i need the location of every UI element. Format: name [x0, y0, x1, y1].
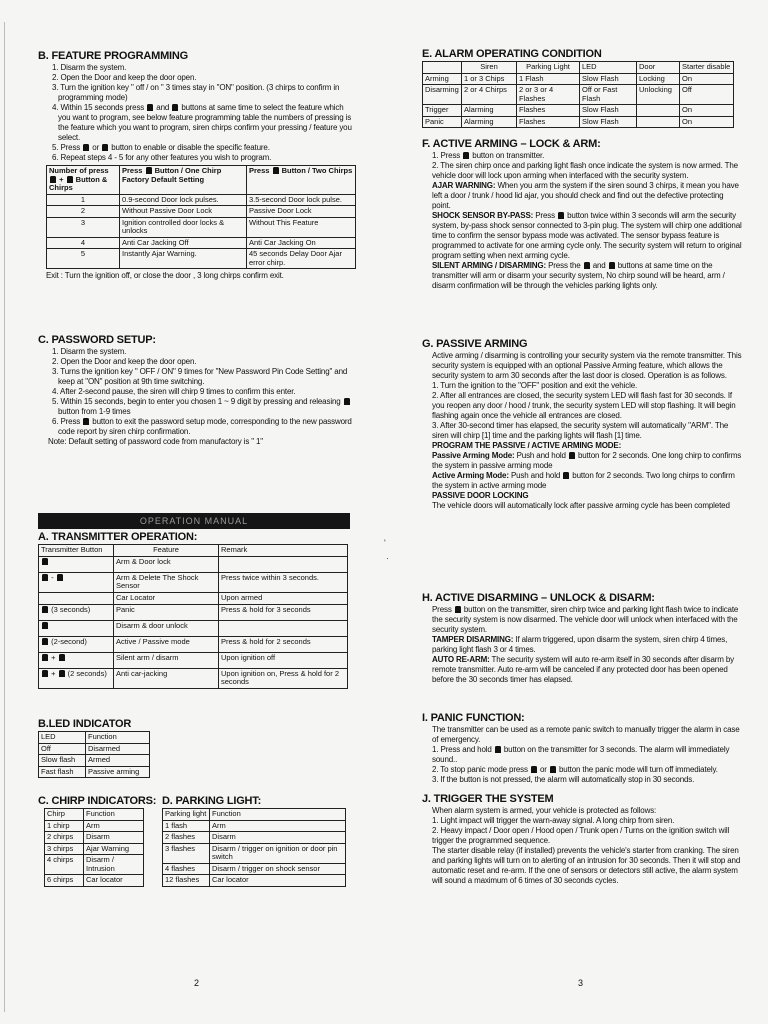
table-cell: Function — [86, 732, 150, 744]
table-cell: Arm — [210, 820, 346, 832]
table-cell: - — [39, 572, 114, 592]
password-steps — [38, 347, 356, 437]
password-note: Note: Default setting of password code from manufactory is " 1" — [48, 437, 263, 446]
list-item: 6. Repeat steps 4 - 5 for any other features you wish to program. — [52, 153, 272, 162]
center-mark: · — [386, 553, 389, 563]
table-row — [47, 249, 356, 269]
table-cell: + (2 seconds) — [39, 668, 114, 688]
table-cell: 4 flashes — [163, 863, 210, 875]
unlock-icon — [563, 472, 569, 479]
table-cell: (2-second) — [39, 636, 114, 652]
table-cell: 0.9-second Door lock pulses. — [120, 194, 247, 206]
feature-steps — [38, 63, 356, 163]
table-cell: 3 chirps — [45, 843, 84, 855]
table-cell: Trigger — [423, 105, 462, 117]
table-cell: Disarm — [84, 832, 144, 844]
table-cell: Without Passive Door Lock — [120, 206, 247, 218]
table-cell: Panic — [423, 116, 462, 128]
led-table — [38, 731, 150, 778]
table-cell: 12 flashes — [163, 875, 210, 887]
unlock-icon — [67, 176, 73, 183]
section-title: E. ALARM OPERATING CONDITION — [422, 48, 602, 60]
table-cell: Passive Door Lock — [247, 206, 356, 218]
table-row — [39, 743, 150, 755]
table-cell: 2 flashes — [163, 832, 210, 844]
table-cell: 2 — [47, 206, 120, 218]
section-title: H. ACTIVE DISARMING – UNLOCK & DISARM: — [422, 592, 655, 604]
table-cell: Instantly Ajar Warning. — [120, 249, 247, 269]
unlock-icon — [609, 262, 615, 269]
table-header: LED — [580, 62, 637, 74]
list-item: 4. Within 15 seconds press and buttons at same time to select the feature which you want to program, see below feature programming table the numbers of pressing is the feature which you want to program, siren chirps confirm your pressing / feature you select. — [52, 103, 352, 142]
paragraph: Push and hold button for 2 seconds. One long chirp to confirms the system in passive arming mode — [432, 451, 742, 470]
paragraph: When alarm system is armed, your vehicle is protected as follows: — [432, 806, 657, 815]
table-row — [45, 809, 144, 821]
table-cell: Slow Flash — [580, 73, 637, 85]
table-cell: 6 chirps — [45, 875, 84, 887]
lock-icon — [57, 574, 63, 581]
transmitter-section — [38, 531, 356, 689]
table-row — [45, 875, 144, 887]
table-cell: Car Locator — [114, 592, 219, 604]
list-item: 1. Disarm the system. — [52, 63, 127, 72]
subheading: PROGRAM THE PASSIVE / ACTIVE ARMING MODE: — [432, 441, 622, 450]
parking-light-section — [162, 795, 358, 887]
section-title: B. FEATURE PROGRAMMING — [38, 50, 189, 62]
lock-icon — [50, 176, 56, 183]
label: AJAR WARNING: — [432, 181, 496, 190]
table-row — [39, 556, 348, 572]
table-cell — [39, 620, 114, 636]
section-title: G. PASSIVE ARMING — [422, 338, 528, 350]
table-row — [47, 217, 356, 237]
table-cell — [637, 116, 680, 128]
paragraph: 1. Press and hold button on the transmitter for 3 seconds. The alarm will immediately sound.. — [432, 745, 730, 764]
paragraph: 2. To stop panic mode press or button the panic mode will turn off immediately. — [432, 765, 718, 774]
table-row — [163, 809, 346, 821]
table-row — [39, 732, 150, 744]
section-title: C. CHIRP INDICATORS: — [38, 795, 157, 807]
led-section — [38, 718, 168, 778]
table-row — [45, 855, 144, 875]
paragraph: 1. Turn the ignition to the "OFF" position and exit the vehicle. — [432, 381, 638, 390]
feature-table — [46, 165, 356, 269]
lock-icon — [558, 212, 564, 219]
paragraph: Active arming / disarming is controlling your security system via the remote transmitter. This security system is equipped with an optional Passive Arming feature, which allows the security system to arm 30 seconds after the last door is closed. Operation is as follows. — [432, 351, 742, 380]
table-row — [163, 875, 346, 887]
feature-programming-section — [38, 50, 356, 281]
table-cell: On — [680, 116, 734, 128]
table-row — [163, 843, 346, 863]
unlock-icon — [59, 654, 65, 661]
table-cell: 1 — [47, 194, 120, 206]
table-cell: Arm & Delete The Shock Sensor — [114, 572, 219, 592]
table-cell: Arm & Door lock — [114, 556, 219, 572]
table-header: Remark — [219, 545, 348, 557]
table-cell: Press & hold for 3 seconds — [219, 604, 348, 620]
paragraph: 2. The siren chirp once and parking light flash once indicate the system is now armed. The vehicle door will lock upon arming when interfaced with the security system. — [432, 161, 738, 180]
table-cell: Chirp — [45, 809, 84, 821]
table-cell: Slow flash — [39, 755, 86, 767]
section-title: D. PARKING LIGHT: — [162, 795, 262, 807]
table-cell: Active / Passive mode — [114, 636, 219, 652]
table-cell: 2 or 4 Chirps — [462, 85, 517, 105]
table-row — [423, 105, 734, 117]
paragraph: 2. Heavy impact / Door open / Hood open / Trunk open / Turns on the ignition switch will trigger the programmed sequence. — [432, 826, 730, 845]
table-cell: Without This Feature — [247, 217, 356, 237]
password-section — [38, 334, 356, 447]
exit-note: Exit : Turn the ignition off, or close the door , 3 long chirps confirm exit. — [46, 271, 284, 280]
table-cell: Disarm / trigger on ignition or door pin switch — [210, 843, 346, 863]
lock-icon — [42, 654, 48, 661]
table-cell: Off or Fast Flash — [580, 85, 637, 105]
table-cell: On — [680, 105, 734, 117]
table-cell: Armed — [86, 755, 150, 767]
lock-icon — [146, 167, 152, 174]
label: Active Arming Mode: — [432, 471, 509, 480]
table-cell: Flashes — [517, 105, 580, 117]
table-cell: Parking light — [163, 809, 210, 821]
table-header — [423, 62, 462, 74]
label: AUTO RE-ARM: — [432, 655, 490, 664]
table-row — [39, 592, 348, 604]
table-cell — [219, 556, 348, 572]
paragraph: The starter disable relay (if installed) prevents the vehicle's starter from cranking. The siren and parking lights will turn on to alerting of an intrusion for 30 seconds. Then it will stop and automatic reset and re-arm. If the one of sensors or detectors still active, the alarm system will sound a maximum of 6 times of 30 seconds cycles. — [432, 846, 741, 885]
paragraph: When you arm the system if the siren sound 3 chirps, it mean you have left a door / trunk / hood lid ajar, you should check and find out the defective protecting point. — [432, 181, 739, 210]
trigger-section — [422, 793, 742, 886]
table-cell: LED — [39, 732, 86, 744]
paragraph: 2. After all entrances are closed, the security system LED will flash fast for 30 seconds. If you reopen any door / hood / trunk, the security system LED will stop flashing. It will begin flashing again once the vehicle all entrances are closed. — [432, 391, 736, 420]
unlock-icon — [42, 622, 48, 629]
unlock-icon — [102, 144, 108, 151]
unlock-icon — [172, 104, 178, 111]
table-cell: Anti Car Jacking On — [247, 237, 356, 249]
table-cell: Upon ignition on, Press & hold for 2 seconds — [219, 668, 348, 688]
table-row — [39, 636, 348, 652]
table-cell: Anti Car Jacking Off — [120, 237, 247, 249]
table-header: Number of press + Button & Chirps — [47, 166, 120, 195]
lock-icon — [42, 558, 48, 565]
list-item: 3. Turns the ignition key " OFF / ON" 9 times for "New Password Pin Code Setting" and keep at "ON" position at 9th time switching. — [52, 367, 348, 386]
table-cell: Flashes — [517, 116, 580, 128]
table-cell: Off — [39, 743, 86, 755]
paragraph: The security system will auto re-arm itself in 30 seconds after disarm by remote transmitter. Auto re-arm will be canceled if any protected door has been opened before the 30 seconds timer has elapsed. — [432, 655, 735, 684]
table-cell: 1 or 3 Chips — [462, 73, 517, 85]
table-row — [163, 863, 346, 875]
table-cell: On — [680, 73, 734, 85]
table-row — [45, 832, 144, 844]
page-number: 2 — [194, 978, 200, 988]
table-cell: 2 chirps — [45, 832, 84, 844]
table-row — [423, 73, 734, 85]
table-cell: 4 chirps — [45, 855, 84, 875]
table-cell — [39, 556, 114, 572]
unlock-icon — [273, 167, 279, 174]
table-cell: Fast flash — [39, 766, 86, 778]
table-cell — [39, 592, 114, 604]
table-row — [39, 620, 348, 636]
table-row — [45, 820, 144, 832]
lock-icon — [531, 766, 537, 773]
active-arming-section — [422, 138, 742, 291]
paragraph: Press button on the transmitter, siren chirp twice and parking light flash twice to indicate the security system is now disarmed. The vehicle door will unlock when interfaced with the security system. — [432, 605, 739, 634]
lock-icon — [584, 262, 590, 269]
table-cell: Alarming — [462, 116, 517, 128]
table-header: Press Button / One Chirp Factory Default Setting — [120, 166, 247, 195]
table-row — [39, 604, 348, 620]
paragraph: If alarm triggered, upon disarm the system, siren chirp 4 times, parking light flash 3 or 4 times. — [432, 635, 728, 654]
table-cell: Off — [680, 85, 734, 105]
table-cell: Anti car-jacking — [114, 668, 219, 688]
table-row — [423, 85, 734, 105]
table-row — [163, 820, 346, 832]
lock-icon — [495, 746, 501, 753]
table-cell: 45 seconds Delay Door Ajar error chirp. — [247, 249, 356, 269]
section-title: B.LED INDICATOR — [38, 718, 132, 730]
section-title: J. TRIGGER THE SYSTEM — [422, 793, 554, 805]
transmitter-table — [38, 544, 348, 689]
table-cell: Silent arm / disarm — [114, 652, 219, 668]
unlock-icon — [569, 452, 575, 459]
table-header: Transmitter Button — [39, 545, 114, 557]
table-cell: Car locator — [210, 875, 346, 887]
list-item: 3. Turn the ignition key " off / on " 3 times stay in "ON" position. (3 chirps to confirm in programming mode) — [52, 83, 340, 102]
table-cell: Unlocking — [637, 85, 680, 105]
table-cell: Slow Flash — [580, 116, 637, 128]
table-cell: 4 — [47, 237, 120, 249]
table-cell: 3 flashes — [163, 843, 210, 863]
table-cell: Press & hold for 2 seconds — [219, 636, 348, 652]
table-cell: + — [39, 652, 114, 668]
list-item: 2. Open the Door and keep the door open. — [52, 73, 197, 82]
list-item: 5. Press or button to enable or disable the specific feature. — [52, 143, 270, 152]
section-title: F. ACTIVE ARMING – LOCK & ARM: — [422, 138, 601, 150]
list-item: 5. Within 15 seconds, begin to enter you chosen 1 ~ 9 digit by pressing and releasing button from 1-9 times — [48, 397, 356, 417]
table-cell: Passive arming — [86, 766, 150, 778]
subheading: PASSIVE DOOR LOCKING — [432, 491, 529, 500]
table-cell: 1 flash — [163, 820, 210, 832]
operation-manual-bar: OPERATION MANUAL — [38, 513, 350, 529]
table-header: Parking Light — [517, 62, 580, 74]
table-row — [47, 194, 356, 206]
unlock-icon — [42, 638, 48, 645]
lock-icon — [83, 144, 89, 151]
table-cell: Locking — [637, 73, 680, 85]
table-row — [39, 652, 348, 668]
table-cell: Upon armed — [219, 592, 348, 604]
table-cell: 2 or 3 or 4 Flashes — [517, 85, 580, 105]
lock-icon — [42, 574, 48, 581]
section-title: I. PANIC FUNCTION: — [422, 712, 525, 724]
paragraph: The transmitter can be used as a remote panic switch to manually trigger the alarm in case of emergency. — [432, 725, 740, 744]
unlock-icon — [455, 606, 461, 613]
list-item: 6. Press button to exit the password setup mode, corresponding to the new password code report by siren chirp confirmation. — [52, 417, 352, 436]
lock-icon — [42, 606, 48, 613]
lock-icon — [83, 418, 89, 425]
table-row — [47, 206, 356, 218]
lock-icon — [42, 670, 48, 677]
table-cell: 5 — [47, 249, 120, 269]
table-row — [39, 766, 150, 778]
label: TAMPER DISARMING: — [432, 635, 514, 644]
lock-icon — [463, 152, 469, 159]
table-cell: Arm — [84, 820, 144, 832]
table-cell: Alarming — [462, 105, 517, 117]
table-row — [45, 843, 144, 855]
table-header: Press Button / Two Chirps — [247, 166, 356, 195]
table-cell: Function — [84, 809, 144, 821]
table-row — [47, 237, 356, 249]
table-header: Siren — [462, 62, 517, 74]
table-row — [39, 755, 150, 767]
paragraph: 1. Press button on transmitter. — [432, 151, 545, 160]
label: SILENT ARMING / DISARMING: — [432, 261, 547, 270]
list-item: 4. After 2-second pause, the siren will chirp 9 times to confirm this enter. — [52, 387, 296, 396]
table-row — [423, 116, 734, 128]
chirp-section — [38, 795, 163, 887]
table-cell: Panic — [114, 604, 219, 620]
table-cell: 3 — [47, 217, 120, 237]
unlock-icon — [550, 766, 556, 773]
table-cell: Slow Flash — [580, 105, 637, 117]
table-cell: Ajar Warning — [84, 843, 144, 855]
table-header: Feature — [114, 545, 219, 557]
table-cell: Disarmed — [86, 743, 150, 755]
table-cell: Arming — [423, 73, 462, 85]
table-cell: 3.5-second Door lock pulse. — [247, 194, 356, 206]
table-cell: Disarm / trigger on shock sensor — [210, 863, 346, 875]
lock-icon — [147, 104, 153, 111]
section-title: A. TRANSMITTER OPERATION: — [38, 531, 198, 543]
label: Passive Arming Mode: — [432, 451, 515, 460]
table-cell: 1 Flash — [517, 73, 580, 85]
table-cell: Disarm / Intrusion — [84, 855, 144, 875]
paragraph: 3. If the button is not pressed, the alarm will automatically stop in 30 seconds. — [432, 775, 695, 784]
chirp-table — [44, 808, 144, 887]
center-mark: ' — [384, 538, 386, 548]
active-disarming-section — [422, 592, 742, 685]
table-cell — [219, 620, 348, 636]
paragraph: Press button twice within 3 seconds will arm the security system, by-pass shock sensor connected to 3-pin plug. The system will chirp one additional time to confirm the sensor bypass mode was activated. The sensor bypass feature is programmed to activate for one arming cycle only. The security system will return to original program setting when next arming cycle. — [432, 211, 742, 260]
label: SHOCK SENSOR BY-PASS: — [432, 211, 534, 220]
table-cell: Press twice within 3 seconds. — [219, 572, 348, 592]
table-cell: Ignition controlled door locks & unlocks — [120, 217, 247, 237]
table-cell — [637, 105, 680, 117]
passive-arming-section — [422, 338, 742, 511]
table-cell: Car locator — [84, 875, 144, 887]
section-title: C. PASSWORD SETUP: — [38, 334, 156, 346]
paragraph: The vehicle doors will automatically lock after passive arming cycle has been completed — [432, 501, 730, 510]
table-cell: Upon ignition off — [219, 652, 348, 668]
unlock-icon — [59, 670, 65, 677]
list-item: 1. Disarm the system. — [52, 347, 127, 356]
table-row — [163, 832, 346, 844]
lock-icon — [344, 398, 350, 405]
paragraph: 1. Light impact will trigger the warn-away signal. A long chirp from siren. — [432, 816, 675, 825]
panic-section — [422, 712, 742, 785]
table-row — [39, 668, 348, 688]
table-cell: 1 chirp — [45, 820, 84, 832]
paragraph: 3. After 30-second timer has elapsed, the security system will automatically "ARM". The siren will chirp [1] time and the parking lights will flash [1] time. — [432, 421, 729, 440]
table-header: Door — [637, 62, 680, 74]
list-item: 2. Open the Door and keep the door open. — [52, 357, 197, 366]
table-row — [39, 572, 348, 592]
alarm-condition-section — [422, 48, 742, 128]
page-edge — [4, 22, 5, 1012]
page-number: 3 — [578, 978, 584, 988]
table-cell: Function — [210, 809, 346, 821]
table-cell: Disarm — [210, 832, 346, 844]
table-cell: (3 seconds) — [39, 604, 114, 620]
paragraph: Push and hold button for 2 seconds. Two long chirps to confirm the system in active arming mode — [432, 471, 735, 490]
parking-table — [162, 808, 346, 887]
paragraph: Press the and buttons at same time on the transmitter will arm or disarm your security system, No chirp sound will be heard, arm / disarm confirmation will be through the vehicles parking lights only. — [432, 261, 725, 290]
alarm-table — [422, 61, 734, 128]
table-cell: Disarming — [423, 85, 462, 105]
table-header: Starter disable — [680, 62, 734, 74]
table-cell: Disarm & door unlock — [114, 620, 219, 636]
